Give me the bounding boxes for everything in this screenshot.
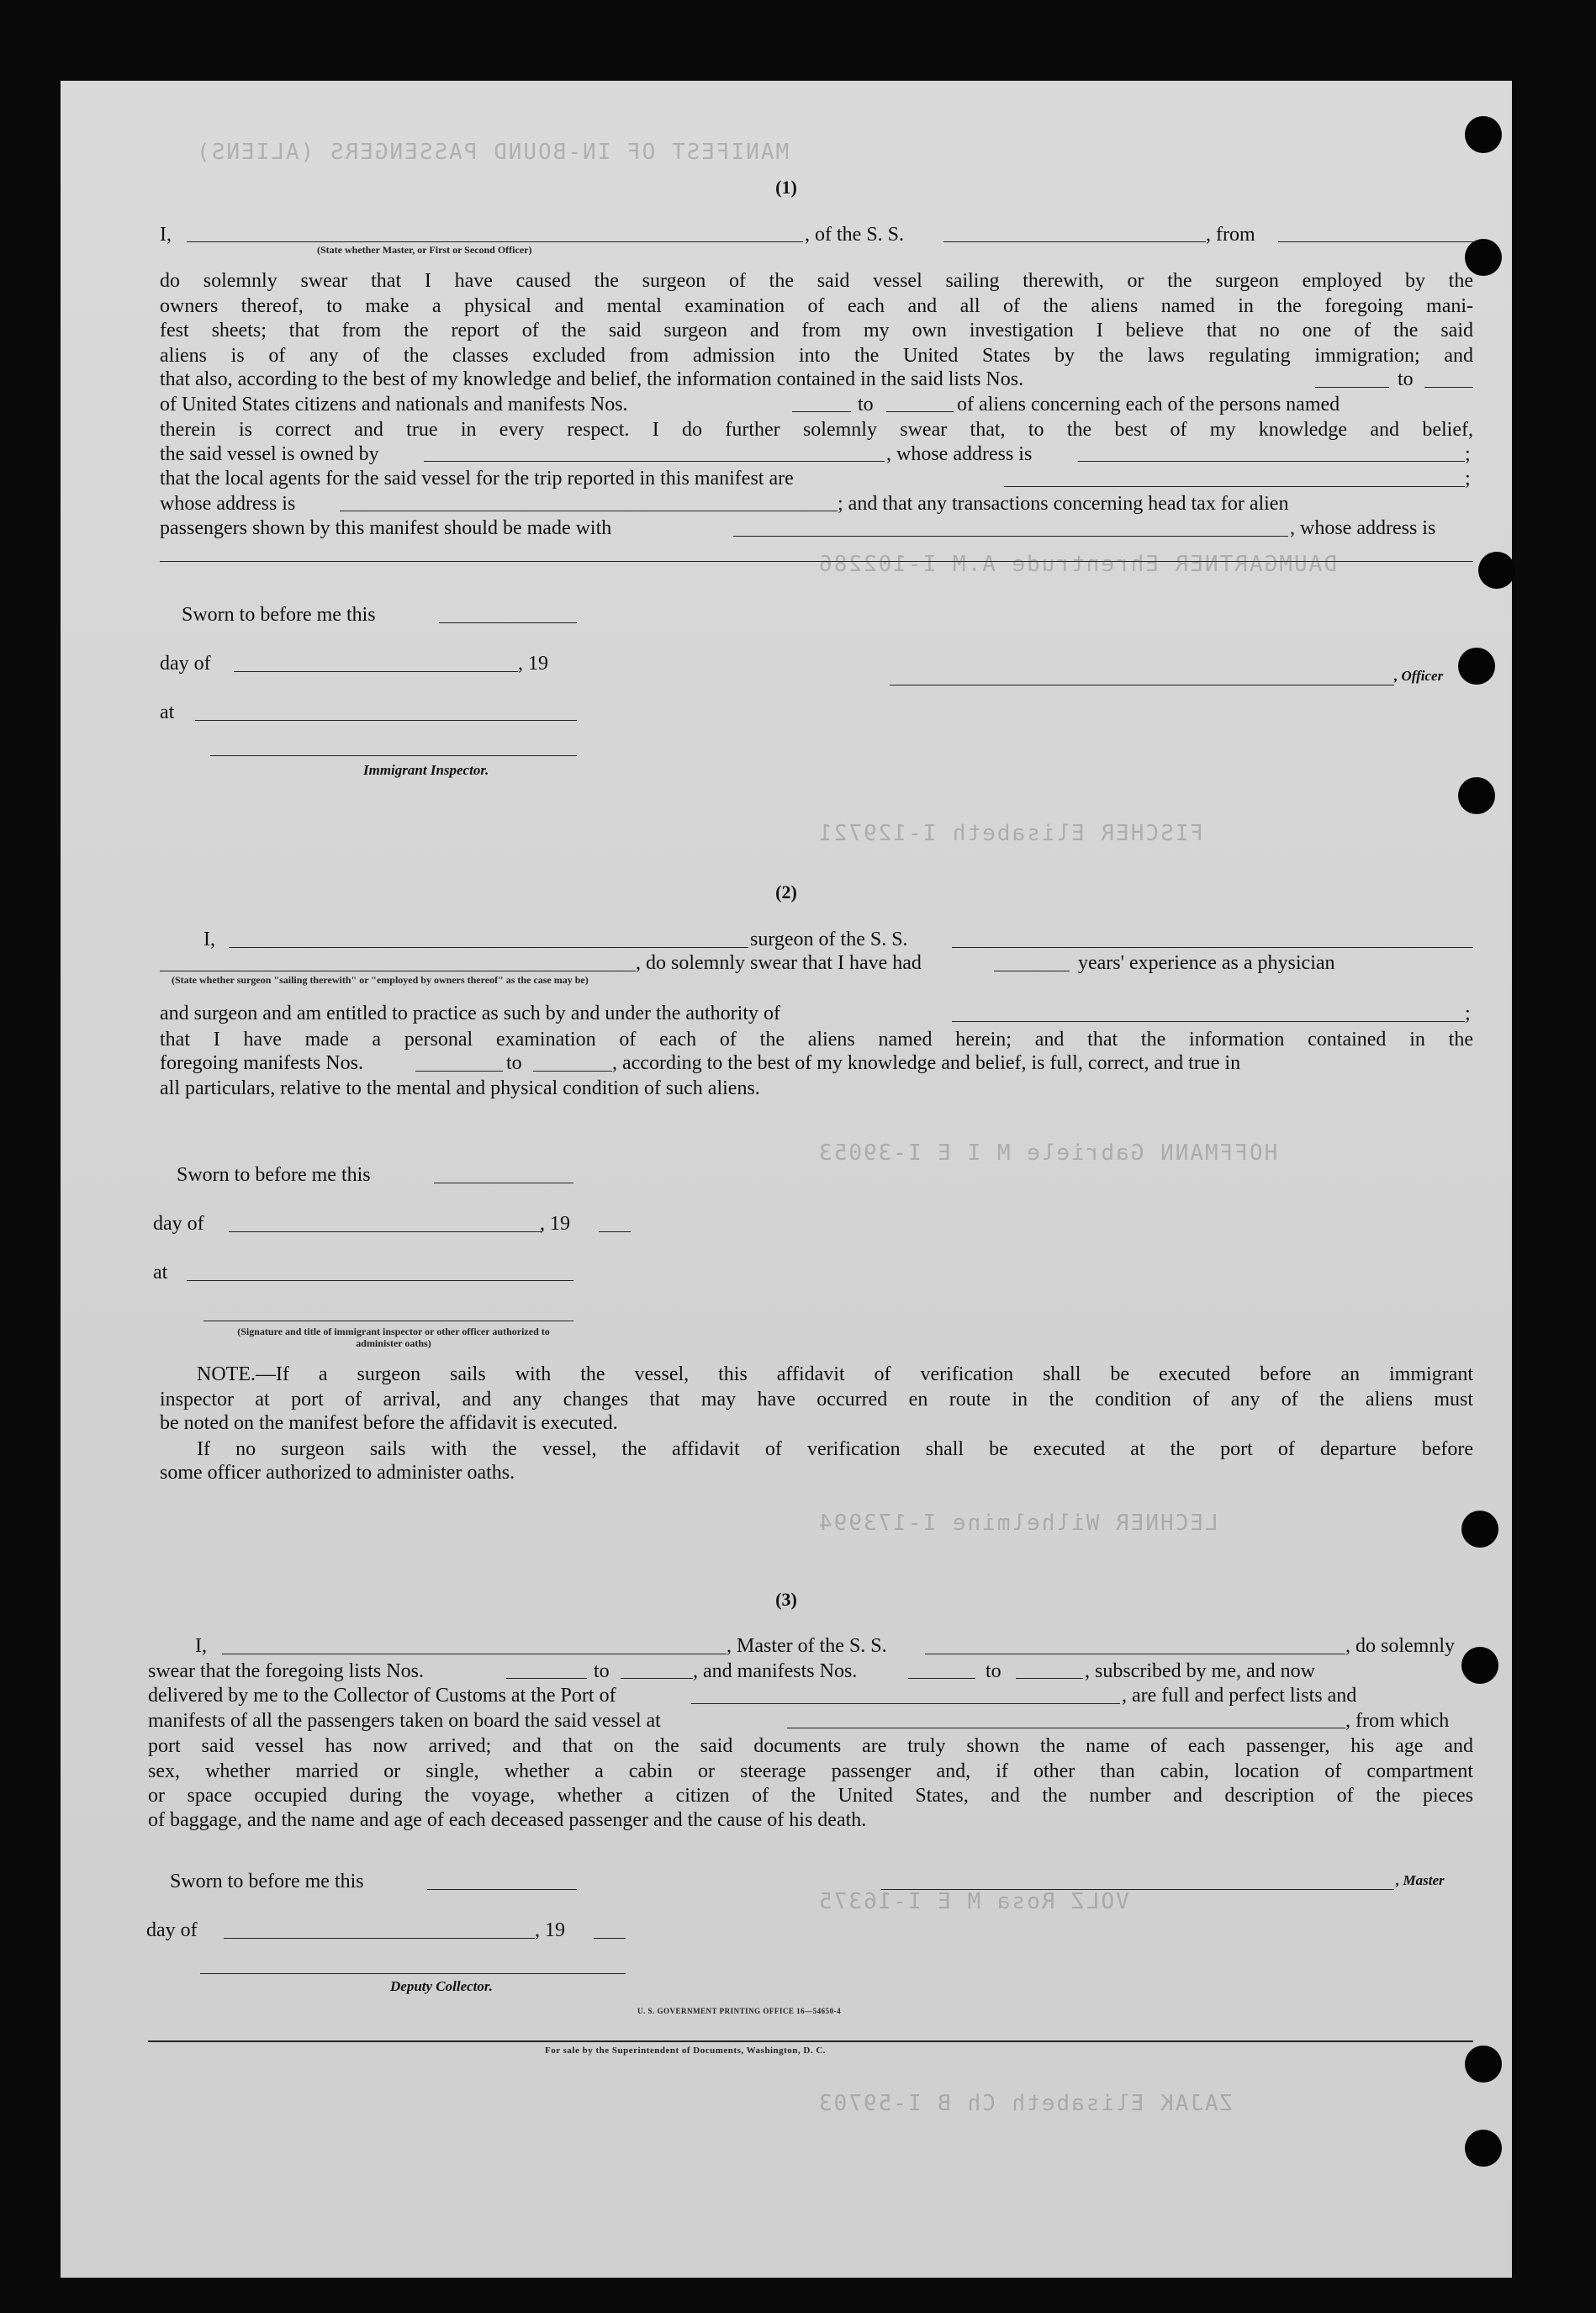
- punch-hole: [1478, 552, 1515, 589]
- year-prefix: , 19: [540, 1213, 570, 1235]
- bleed-through-row: DAUMGARTNER Ehrentrude A.M I-102286: [817, 552, 1337, 577]
- deputy-signature-field[interactable]: [200, 1973, 626, 1974]
- oath-line: owners thereof, to make a physical and mental examination of each and all of the aliens named in the foregoing mani-: [160, 294, 1473, 317]
- note-line: If no surgeon sails with the vessel, the affidavit of verification shall be executed at the port of departure before: [197, 1437, 1473, 1460]
- officer-label: , Officer: [1394, 668, 1444, 684]
- section-1-caption: (State whether Master, or First or Second Officer): [317, 244, 532, 256]
- oath-line: that also, according to the best of my knowledge and belief, the information contained in the said lists Nos.: [160, 368, 1024, 390]
- surgeon-manifests-to-field[interactable]: [533, 1071, 612, 1072]
- punch-hole: [1461, 1647, 1498, 1684]
- to-label: to: [594, 1659, 610, 1682]
- do-swear-label: , do solemnly swear that I have had: [636, 952, 922, 974]
- month-field[interactable]: [229, 1231, 542, 1232]
- semicolon: ;: [1465, 1003, 1471, 1024]
- swear-label: swear that the foregoing lists Nos.: [148, 1659, 424, 1682]
- sworn-day-field[interactable]: [439, 622, 577, 623]
- to-label: to: [986, 1659, 1001, 1682]
- oath-line: do solemnly swear that I have caused the surgeon of the said vessel sailing therewith, or the surgeon employed by the: [160, 270, 1473, 292]
- sworn-label: Sworn to before me this: [177, 1164, 371, 1186]
- owner-field[interactable]: [424, 461, 885, 462]
- lists-to-field[interactable]: [1424, 387, 1473, 388]
- punch-hole: [1465, 2046, 1502, 2083]
- day-of-label: day of: [146, 1919, 198, 1941]
- sale-imprint: For sale by the Superintendent of Documents, Washington, D. C.: [545, 2046, 827, 2056]
- delivered-label: delivered by me to the Collector of Customs at the Port of: [148, 1685, 616, 1707]
- surgeon-manifests-from-field[interactable]: [415, 1071, 503, 1072]
- from-which-label: , from which: [1345, 1709, 1450, 1732]
- at-label: at: [160, 701, 175, 723]
- punch-hole: [1465, 239, 1502, 276]
- year-field[interactable]: [594, 1938, 626, 1939]
- whose-address-label: whose address is: [160, 492, 296, 515]
- according-label: , according to the best of my knowledge and belief, is full, correct, and true in: [612, 1052, 1241, 1074]
- year-prefix: , 19: [535, 1919, 565, 1941]
- of-ss-label: , of the S. S.: [805, 224, 905, 246]
- master-of-label: , Master of the S. S.: [727, 1635, 887, 1657]
- manifests-from-field[interactable]: [792, 411, 851, 412]
- lists-to-field[interactable]: [621, 1678, 693, 1679]
- year-prefix: , 19: [518, 653, 548, 675]
- oath-line: of United States citizens and nationals and manifests Nos.: [160, 393, 628, 415]
- year-field[interactable]: [599, 1231, 631, 1232]
- punch-hole: [1465, 116, 1502, 153]
- section-3-number: (3): [775, 1589, 797, 1610]
- master-label: , Master: [1396, 1872, 1445, 1888]
- note-line: be noted on the manifest before the affidavit is executed.: [160, 1412, 618, 1434]
- sworn-label: Sworn to before me this: [170, 1871, 364, 1892]
- owner-address-field[interactable]: [1078, 461, 1465, 462]
- bleed-through-header: MANIFEST OF IN-BOUND PASSENGERS (ALIENS): [195, 140, 790, 165]
- section-2-caption-2: (Signature and title of immigrant inspector or other officer authorized to administer oaths): [237, 1326, 550, 1349]
- bleed-through-row: ZAJAK Elisabeth Ch B I-59703: [817, 2091, 1234, 2116]
- to-label: to: [858, 393, 874, 415]
- note-line: some officer authorized to administer oaths.: [160, 1462, 515, 1484]
- oath-line: therein is correct and true in every respect. I do further solemnly swear that, to the best of my knowledge and belief,: [160, 419, 1473, 441]
- head-tax-label: ; and that any transactions concerning head tax for alien: [838, 492, 1289, 515]
- bleed-through-row: FISCHER Elisabeth I-129721: [817, 821, 1203, 846]
- to-label: to: [506, 1052, 522, 1074]
- oath-line: fest sheets; that from the report of the said surgeon and from my own investigation I believe that no one of the said: [160, 320, 1473, 341]
- manifests-to-field[interactable]: [886, 411, 954, 412]
- whose-address-end-label: , whose address is: [1290, 517, 1436, 539]
- day-of-label: day of: [160, 653, 211, 675]
- section-2-number: (2): [775, 881, 797, 902]
- surgeon-line: all particulars, relative to the mental and physical condition of such aliens.: [160, 1077, 760, 1099]
- manifests-all-label: manifests of all the passengers taken on board the said vessel at: [148, 1709, 661, 1732]
- owned-by-label: the said vessel is owned by: [160, 442, 379, 465]
- bleed-through-row: LECHNER Wilhelmine I-173994: [817, 1511, 1218, 1536]
- day-of-label: day of: [153, 1213, 204, 1235]
- inspector-signature-field[interactable]: [210, 755, 577, 756]
- month-field[interactable]: [234, 671, 518, 672]
- full-lists-label: , are full and perfect lists and: [1122, 1685, 1357, 1707]
- surgeon-vessel-field[interactable]: [952, 947, 1473, 948]
- sworn-day-field[interactable]: [427, 1889, 577, 1890]
- surgeon-line: that I have made a personal examination of each of the aliens named herein; and that the information contained in the: [160, 1028, 1473, 1051]
- master-line: or space occupied during the voyage, whether a citizen of the United States, and the number and description of the pieces: [148, 1785, 1473, 1807]
- surgeon-name-field[interactable]: [229, 947, 748, 948]
- port-field[interactable]: [691, 1703, 1120, 1704]
- note-line: inspector at port of arrival, and any changes that may have occurred en route in the condition of any of the aliens must: [160, 1388, 1473, 1411]
- place-field[interactable]: [195, 720, 577, 721]
- gpo-imprint: U. S. GOVERNMENT PRINTING OFFICE 16—54650-4: [637, 2007, 842, 2015]
- semicolon: ;: [1465, 442, 1471, 465]
- form-sheet: [61, 81, 1512, 2278]
- section-1-number: (1): [775, 177, 797, 198]
- authority-field[interactable]: [952, 1021, 1465, 1022]
- lists-from-field[interactable]: [1315, 387, 1389, 388]
- passengers-label: passengers shown by this manifest should be made with: [160, 517, 612, 539]
- master-line: of baggage, and the name and age of each deceased passenger and the cause of his death.: [148, 1808, 867, 1831]
- manifests-from-field[interactable]: [908, 1678, 975, 1679]
- officer-name-field[interactable]: [187, 241, 803, 242]
- section-2-caption: (State whether surgeon "sailing therewith" or "employed by owners thereof" as the case may be): [172, 974, 589, 986]
- section-3-i: I,: [195, 1635, 207, 1657]
- authority-label: and surgeon and am entitled to practice as such by and under the authority of: [160, 1003, 780, 1024]
- whose-address-label: , whose address is: [886, 442, 1033, 465]
- sworn-label: Sworn to before me this: [182, 604, 376, 626]
- oath-line: aliens is of any of the classes excluded from admission into the United States by the laws regulating immigration; and: [160, 344, 1473, 367]
- to-label: to: [1398, 368, 1414, 390]
- note-line: NOTE.—If a surgeon sails with the vessel, this affidavit of verification shall be executed before an immigrant: [197, 1363, 1473, 1385]
- master-signature-field[interactable]: [881, 1889, 1394, 1890]
- punch-hole: [1461, 1511, 1498, 1548]
- master-line: sex, whether married or single, whether a cabin or steerage passenger and, if other than cabin, location of compartment: [148, 1760, 1473, 1782]
- head-tax-party-field[interactable]: [733, 536, 1288, 537]
- footer-rule: [148, 2040, 1473, 2042]
- section-2-i: I,: [203, 929, 215, 950]
- manifests-label: foregoing manifests Nos.: [160, 1052, 363, 1074]
- section-1-i: I,: [160, 224, 172, 246]
- month-field[interactable]: [224, 1938, 535, 1939]
- punch-hole: [1465, 2130, 1502, 2167]
- vessel-name-field[interactable]: [943, 241, 1206, 242]
- master-line: port said vessel has now arrived; and that on the said documents are truly shown the name of each passenger, his age and: [148, 1735, 1473, 1757]
- manifests-to-field[interactable]: [1016, 1678, 1083, 1679]
- local-agents-field[interactable]: [1004, 486, 1465, 487]
- immigrant-inspector-label: Immigrant Inspector.: [363, 762, 489, 778]
- head-tax-address-field[interactable]: [160, 561, 1473, 562]
- punch-hole: [1458, 777, 1495, 814]
- from-port-field[interactable]: [1278, 241, 1473, 242]
- lists-from-field[interactable]: [506, 1678, 587, 1679]
- punch-hole: [1458, 648, 1495, 685]
- years-label: years' experience as a physician: [1078, 952, 1335, 974]
- bleed-through-row: VOLZ Rosa M E I-16375: [817, 1889, 1129, 1914]
- at-label: at: [153, 1262, 168, 1284]
- do-solemnly-label: , do solemnly: [1345, 1635, 1455, 1657]
- surgeon-of-label: surgeon of the S. S.: [750, 929, 908, 950]
- bleed-through-row: HOFFMANN Gabriele M I E I-39053: [817, 1141, 1278, 1166]
- and-manifests-label: , and manifests Nos.: [693, 1659, 858, 1682]
- local-agents-label: that the local agents for the said vessel for the trip reported in this manifest are: [160, 468, 794, 490]
- deputy-collector-label: Deputy Collector.: [390, 1978, 493, 1994]
- subscribed-label: , subscribed by me, and now: [1085, 1659, 1315, 1682]
- semicolon: ;: [1465, 468, 1471, 490]
- place-field[interactable]: [187, 1280, 573, 1281]
- of-aliens-label: of aliens concerning each of the persons named: [957, 393, 1340, 415]
- from-label: , from: [1206, 224, 1255, 246]
